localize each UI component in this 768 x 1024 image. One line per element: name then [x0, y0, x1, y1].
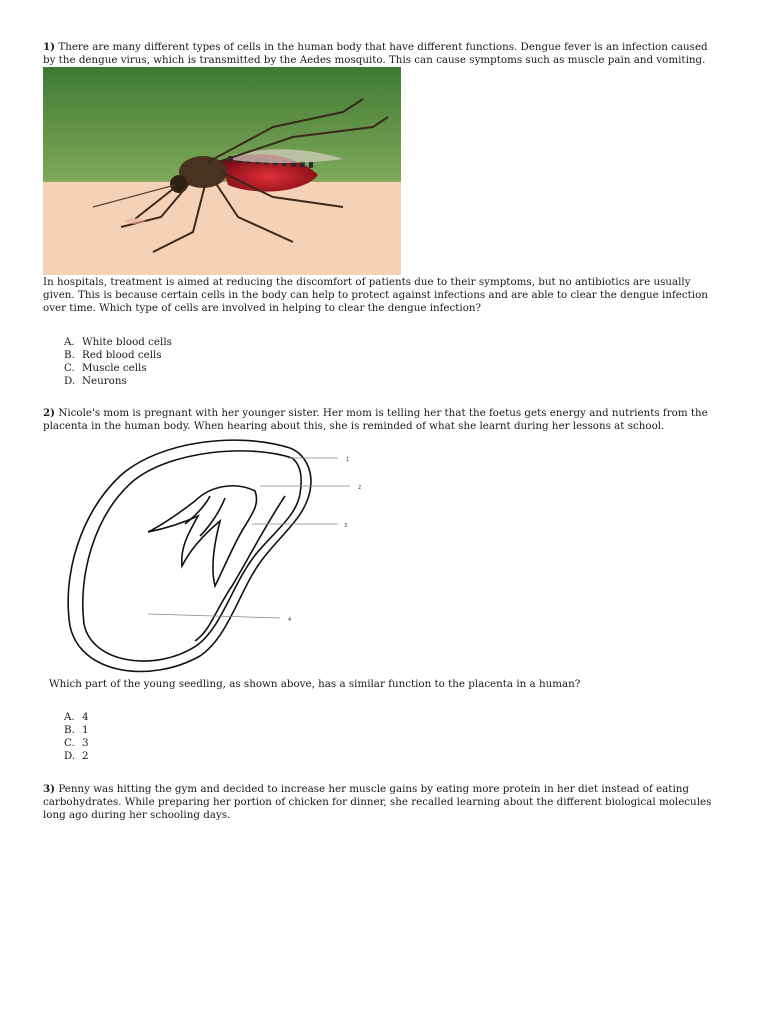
option-b[interactable]: B. Red blood cells: [64, 349, 162, 361]
option-d[interactable]: D. 2: [64, 750, 89, 762]
option-b[interactable]: B. 1: [64, 724, 89, 736]
question-1-number: 1): [43, 41, 56, 53]
question-1-body: In hospitals, treatment is aimed at reducing the discomfort of patients due to their symptoms, but no antibiotics are usually given. This is because certain cells in the body can help to protect against infections and are able to clear the dengue infection over time. Which type of cells are involved in helping to clear the dengue infection?: [43, 276, 708, 314]
option-c[interactable]: C. Muscle cells: [64, 362, 147, 374]
option-a[interactable]: A. 4: [64, 711, 89, 723]
question-2-intro: [43, 407, 723, 433]
question-1-intro: [43, 41, 723, 67]
question-2-number: 2): [43, 407, 56, 419]
diagram-label-3: 3: [344, 523, 348, 529]
question-1-options: [64, 336, 172, 388]
option-c[interactable]: C. 3: [64, 737, 89, 749]
question-3-intro-text: Penny was hitting the gym and decided to increase her muscle gains by eating more protein in her diet instead of eating carbohydrates. While preparing her portion of chicken for dinner, she recalled learning about the different biological molecules long ago during her schooling days.: [43, 783, 712, 821]
seedling-diagram: [60, 436, 380, 678]
mosquito-photo: [43, 67, 401, 275]
diagram-label-1: 1: [346, 457, 350, 463]
option-a[interactable]: A. White blood cells: [64, 336, 172, 348]
question-2-intro-text: Nicole's mom is pregnant with her younger sister. Her mom is telling her that the foetus gets energy and nutrients from the placenta in the human body. When hearing about this, she is reminded of what she learnt during her lessons at school.: [43, 407, 708, 432]
seed-outline: [60, 436, 380, 678]
option-d[interactable]: D. Neurons: [64, 375, 127, 387]
question-2-options: [64, 711, 89, 763]
diagram-label-4: 4: [288, 617, 292, 623]
mosquito-illustration: [43, 67, 401, 275]
diagram-label-2: 2: [358, 485, 362, 491]
question-2-question: Which part of the young seedling, as shown above, has a similar function to the placenta in a human?: [49, 678, 581, 690]
question-3-intro: [43, 783, 723, 822]
question-1-intro-text: There are many different types of cells in the human body that have different functions. Dengue fever is an infection caused by the dengue virus, which is transmitted by the Aedes mosquito. This can cause symptoms such as muscle pain and vomiting.: [43, 41, 708, 66]
question-3-number: 3): [43, 783, 56, 795]
